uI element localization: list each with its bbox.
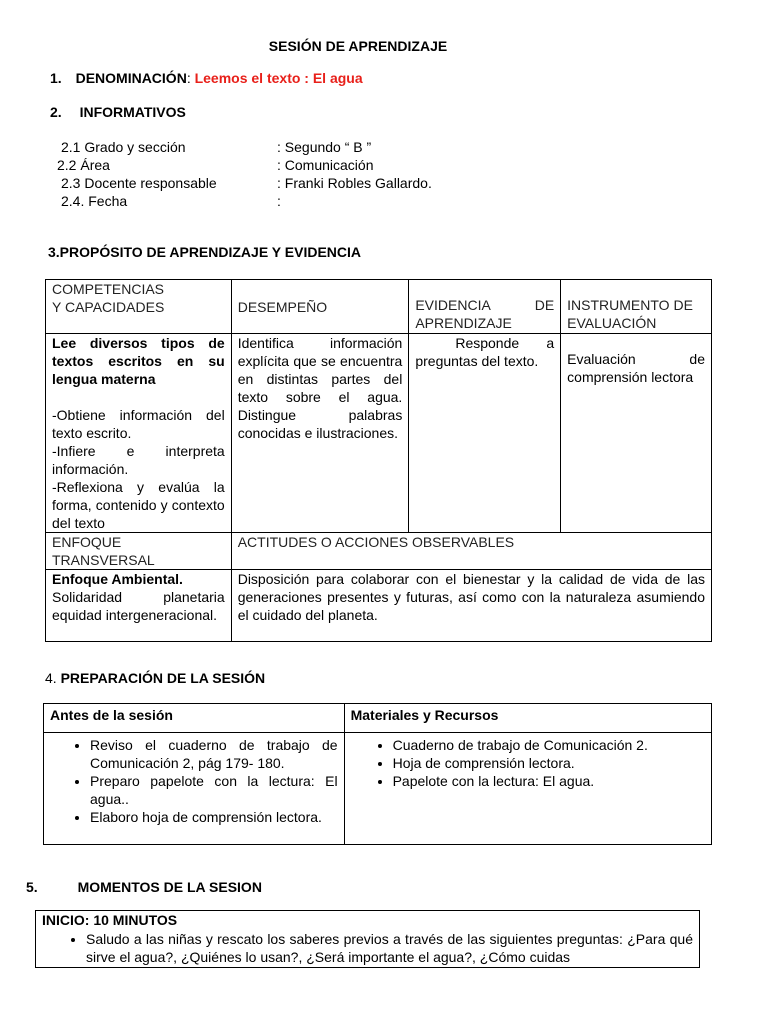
enfoque-text: Solidaridad planetaria equidad intergeneracional. — [52, 589, 225, 623]
section-2-label: INFORMATIVOS — [79, 104, 186, 120]
materiales-item: • Cuaderno de trabajo de Comunicación 2. — [393, 736, 705, 754]
section-5-label: MOMENTOS DE LA SESION — [77, 879, 262, 895]
section-2-number: 2. — [50, 104, 62, 120]
cell-materiales — [344, 733, 711, 845]
cell-competencia — [46, 334, 232, 533]
enfoque-title: Enfoque Ambiental. — [52, 571, 183, 587]
header-instrumento — [561, 280, 712, 334]
section-2-heading — [50, 104, 186, 120]
cell-instrumento — [561, 334, 712, 533]
section-5-heading — [26, 879, 262, 895]
inicio-bullet: • Saludo a las niñas y rescato los saberes previos a través de las siguientes preguntas: ¿Para qué sirve el agua?, ¿Quiénes lo usan?, ¿Será importante el agua?, ¿Cómo cuidas — [86, 930, 693, 966]
section-1-colon: : — [186, 70, 191, 86]
page-title: SESIÓN DE APRENDIZAJE — [268, 38, 448, 54]
section-1-number: 1. — [50, 70, 62, 86]
section-1-label: DENOMINACIÓN — [75, 70, 187, 86]
proposito-content-row — [46, 334, 712, 533]
materiales-item: • Papelote con la lectura: El agua. — [393, 772, 705, 790]
header-actitudes: ACTITUDES O ACCIONES OBSERVABLES — [231, 533, 711, 570]
preparacion-header-row — [44, 704, 712, 733]
info-value-area: : Comunicación — [277, 157, 374, 173]
section-1-heading — [50, 70, 363, 86]
cell-desempeno: Identifica información explícita que se encuentra en distintas partes del texto sobre el agua. Distingue palabras conocidas e ilustraciones. — [231, 334, 409, 533]
antes-item: • Elaboro hoja de comprensión lectora. — [90, 808, 338, 826]
section-4-label: PREPARACIÓN DE LA SESIÓN — [60, 670, 266, 686]
enfoque-header-row — [46, 533, 712, 570]
header-competencias: COMPETENCIAS Y CAPACIDADES — [46, 280, 232, 334]
info-value-docente: : Franki Robles Gallardo. — [277, 175, 432, 191]
inicio-title: INICIO: 10 MINUTOS — [42, 912, 178, 928]
capacidad-item: -Infiere e interpreta información. — [52, 443, 225, 477]
info-label-fecha: 2.4. Fecha — [61, 193, 128, 209]
proposito-header-row — [46, 280, 712, 334]
section-4-heading — [45, 670, 265, 686]
cell-enfoque — [46, 570, 232, 642]
capacidad-item: -Reflexiona y evalúa la forma, contenido y contexto del texto — [52, 479, 225, 531]
section-3-heading: 3.PROPÓSITO DE APRENDIZAJE Y EVIDENCIA — [48, 244, 362, 260]
header-desempeno: DESEMPEÑO — [231, 280, 409, 334]
header-evidencia: EVIDENCIA DE APRENDIZAJE — [409, 280, 561, 334]
section-5-number: 5. — [26, 879, 38, 895]
info-label-grado: 2.1 Grado y sección — [61, 139, 186, 155]
preparacion-content-row — [44, 733, 712, 845]
proposito-table — [45, 279, 712, 642]
header-instrumento-text: INSTRUMENTO DE EVALUACIÓN — [567, 297, 693, 331]
section-4-number: 4. — [45, 670, 57, 686]
info-value-grado: : Segundo “ B ” — [277, 139, 372, 155]
antes-item: • Preparo papelote con la lectura: El agua.. — [90, 772, 338, 808]
antes-item: • Reviso el cuaderno de trabajo de Comunicación 2, pág 179- 180. — [90, 736, 338, 772]
inicio-box — [35, 910, 700, 968]
cell-antes — [44, 733, 345, 845]
cell-evidencia — [409, 334, 561, 533]
info-label-docente: 2.3 Docente responsable — [61, 175, 217, 191]
header-materiales: Materiales y Recursos — [344, 704, 711, 733]
info-label-area: 2.2 Área — [57, 157, 110, 173]
instrumento-text: Evaluación de comprensión lectora — [567, 351, 705, 385]
cell-actitudes: Disposición para colaborar con el bienestar y la calidad de vida de las generaciones presentes y futuras, así como con la naturaleza asumiendo el cuidado del planeta. — [231, 570, 711, 642]
denominacion-value: Leemos el texto : El agua — [194, 70, 363, 86]
header-enfoque: ENFOQUE TRANSVERSAL — [46, 533, 232, 570]
info-value-fecha: : — [277, 193, 281, 209]
enfoque-content-row — [46, 570, 712, 642]
preparacion-table — [43, 703, 712, 845]
evidencia-text: Responde a preguntas del texto. — [415, 335, 555, 369]
materiales-item: • Hoja de comprensión lectora. — [393, 754, 705, 772]
header-antes: Antes de la sesión — [44, 704, 345, 733]
capacidad-item: -Obtiene información del texto escrito. — [52, 407, 225, 441]
competencia-title: Lee diversos tipos de textos escritos en su lengua materna — [52, 335, 225, 387]
